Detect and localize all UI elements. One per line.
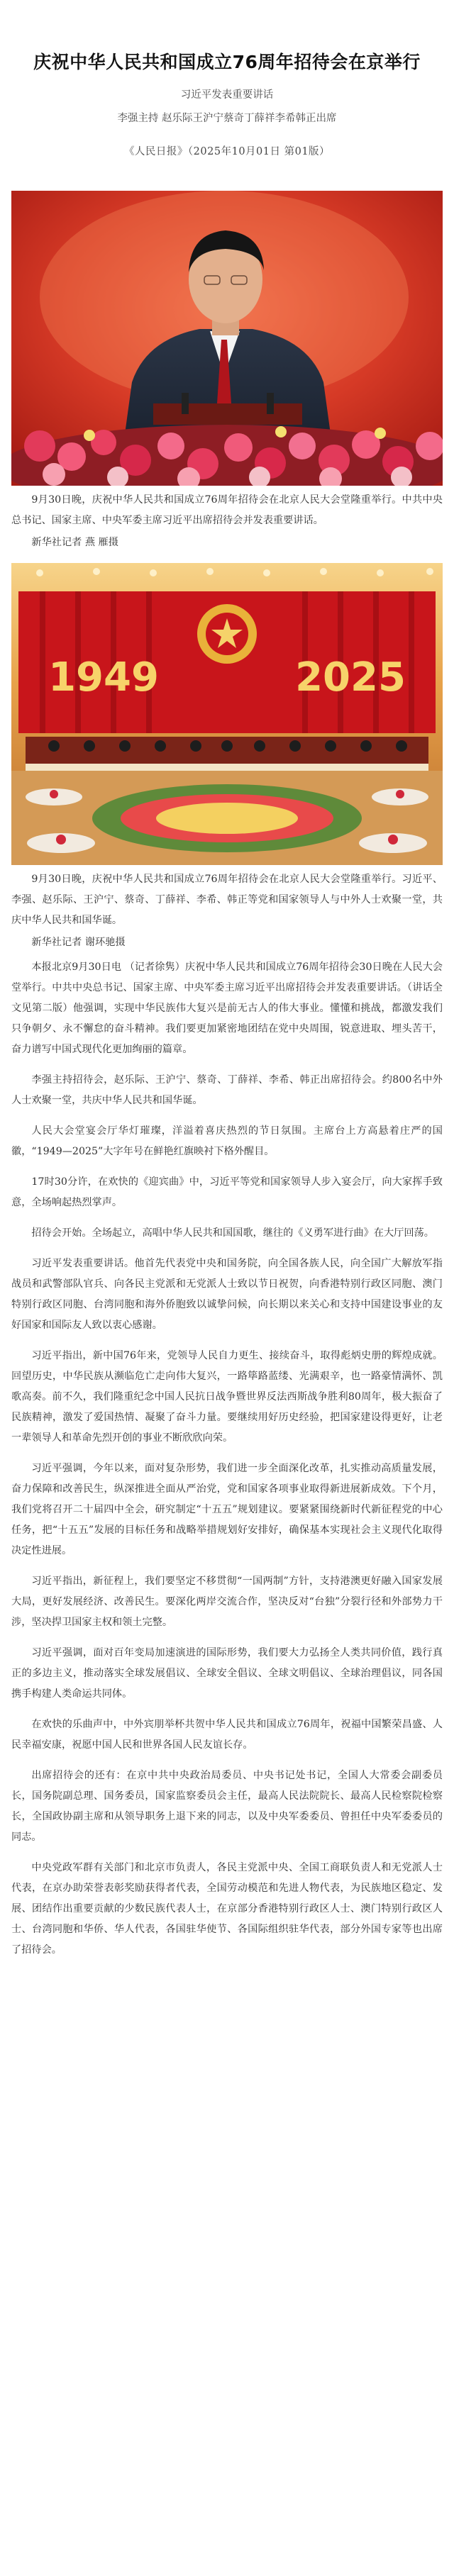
article-headline: 庆祝中华人民共和国成立76周年招待会在京举行 [33,52,421,72]
body-paragraph-4: 17时30分许，在欢快的《迎宾曲》中，习近平等党和国家领导人步入宴会厅，向大家挥手致意，全场响起热烈掌声。 [11,1176,443,1208]
article-subtitle: 习近平发表重要讲话 [180,89,274,101]
photo-banquet-hall [11,563,443,865]
body-paragraph-2: 李强主持招待会，赵乐际、王沪宁、蔡奇、丁薛祥、李希、韩正出席招待会。约800名中外人士欢聚一堂，共庆中华人民共和国华诞。 [11,1074,443,1106]
article-source: 《人民日报》（2025年10月01日 第01版） [123,146,331,157]
body-paragraph-12: 出席招待会的还有：在京中共中央政治局委员、中央书记处书记，全国人大常委会副委员长，国务院副总理、国务委员，国家监察委员会主任，最高人民法院院长、最高人民检察院检察长，全国政协副主席和从领导职务上退下来的同志，以及中央军委委员、曾担任中央军委委员的同志。 [11,1770,443,1843]
article-attendees-line: 李强主持 赵乐际王沪宁蔡奇丁薛祥李希韩正出席 [117,113,337,124]
photo2-credit: 新华社记者 谢环驰摄 [31,937,126,948]
backdrop-year-left: 1949 [48,654,159,701]
photo2-caption: 9月30日晚，庆祝中华人民共和国成立76周年招待会在北京人民大会堂隆重举行。习近平、李强、赵乐际、王沪宁、蔡奇、丁薛祥、李希、韩正等党和国家领导人与中外人士欢聚一堂，共庆中华人民共和国华诞。 [11,874,443,926]
banquet-hall-illustration [11,563,443,865]
body-paragraph-13: 中央党政军群有关部门和北京市负责人，各民主党派中央、全国工商联负责人和无党派人士代表，在京办助荣誉表彰奖励获得者代表，全国劳动模范和先进人物代表，为民族地区稳定、发展、团结作出重要贡献的少数民族代表人士，在京部分香港特别行政区人士、澳门特别行政区人士、台湾同胞和华侨、华人代表，各国驻华使节、各国际组织驻华代表，部分外国专家等也出席了招待会。 [11,1862,443,1956]
photo1-credit: 新华社记者 燕 雁摄 [31,537,118,548]
body-paragraph-11: 在欢快的乐曲声中，中外宾朋举杯共贺中华人民共和国成立76周年，祝福中国繁荣昌盛、人民幸福安康，祝愿中国人民和世界各国人民友谊长存。 [11,1719,443,1751]
speaker-photo-illustration [11,191,443,486]
body-paragraph-1: 本报北京9月30日电 （记者徐隽）庆祝中华人民共和国成立76周年招待会30日晚在人民大会堂举行。中共中央总书记、国家主席、中央军委主席习近平出席招待会并发表重要讲话。（讲话全文见第二版）他强调，实现中华民族伟大复兴是前无古人的伟大事业。懂懂和挑战，都激发我们只争朝夕、永不懈怠的奋斗精神。我们要更加紧密地团结在党中央周围，锐意进取、埋头苦干，奋力谱写中国式现代化更加绚丽的篇章。 [11,961,443,1055]
photo-speaker [11,191,443,486]
photo1-caption: 9月30日晚，庆祝中华人民共和国成立76周年招待会在北京人民大会堂隆重举行。中共中央总书记、国家主席、中央军委主席习近平出席招待会并发表重要讲话。 [11,494,443,526]
body-paragraph-7: 习近平指出，新中国76年来，党领导人民自力更生、接续奋斗，取得彪炳史册的辉煌成就。回望历史，中华民族从濒临危亡走向伟大复兴，一路筚路蓝缕、光满艰辛，也一路豪情满怀、凯歌高奏。前不久，我们隆重纪念中国人民抗日战争暨世界反法西斯战争胜利80周年，极大振奋了民族精神，激发了爱国热情、凝聚了奋斗力量。要继续用好历史经验，把国家建设得更好，让老一辈领导人和革命先烈开创的事业不断欣欣向荣。 [11,1350,443,1444]
body-paragraph-10: 习近平强调，面对百年变局加速演进的国际形势，我们要大力弘扬全人类共同价值，践行真正的多边主义，推动落实全球发展倡议、全球安全倡议、全球文明倡议、全球治理倡议，同各国携手构建人类命运共同体。 [11,1647,443,1700]
body-paragraph-3: 人民大会堂宴会厅华灯璀璨，洋溢着喜庆热烈的节日氛围。主席台上方高悬着庄严的国徽，“1949—2025”大字年号在鲜艳红旗映衬下格外醒目。 [11,1125,443,1157]
body-paragraph-6: 习近平发表重要讲话。他首先代表党中央和国务院，向全国各族人民，向全国广大解放军指战员和武警部队官兵、向各民主党派和无党派人士致以节日祝贺，向香港特别行政区同胞、澳门特别行政区同胞、台湾同胞和海外侨胞致以诚挚问候，向长期以来关心和支持中国建设事业的友好国家和国际友人致以衷心感谢。 [11,1258,443,1331]
backdrop-year-right: 2025 [295,654,406,701]
body-paragraph-5: 招待会开始。全场起立，高唱中华人民共和国国歌，继往的《义勇军进行曲》在大厅回荡。 [31,1227,434,1239]
body-paragraph-8: 习近平强调，今年以来，面对复杂形势，我们进一步全面深化改革，扎实推动高质量发展，奋力保障和改善民生，纵深推进全面从严治党，党和国家各项事业取得新进展新成效。下个月，我们党将召开二十届四中全会，研究制定“十五五”规划建议。要紧紧围绕新时代新征程党的中心任务，把“十五五”发展的目标任务和战略举措规划好安排好，确保基本实现社会主义现代化取得决定性进展。 [11,1463,443,1556]
body-paragraph-9: 习近平指出，新征程上，我们要坚定不移贯彻“一国两制”方针，支持港澳更好融入国家发展大局，更好发展经济、改善民生。要深化两岸交流合作，坚决反对“台独”分裂行径和外部势力干涉，坚决捍卫国家主权和领土完整。 [11,1576,443,1628]
